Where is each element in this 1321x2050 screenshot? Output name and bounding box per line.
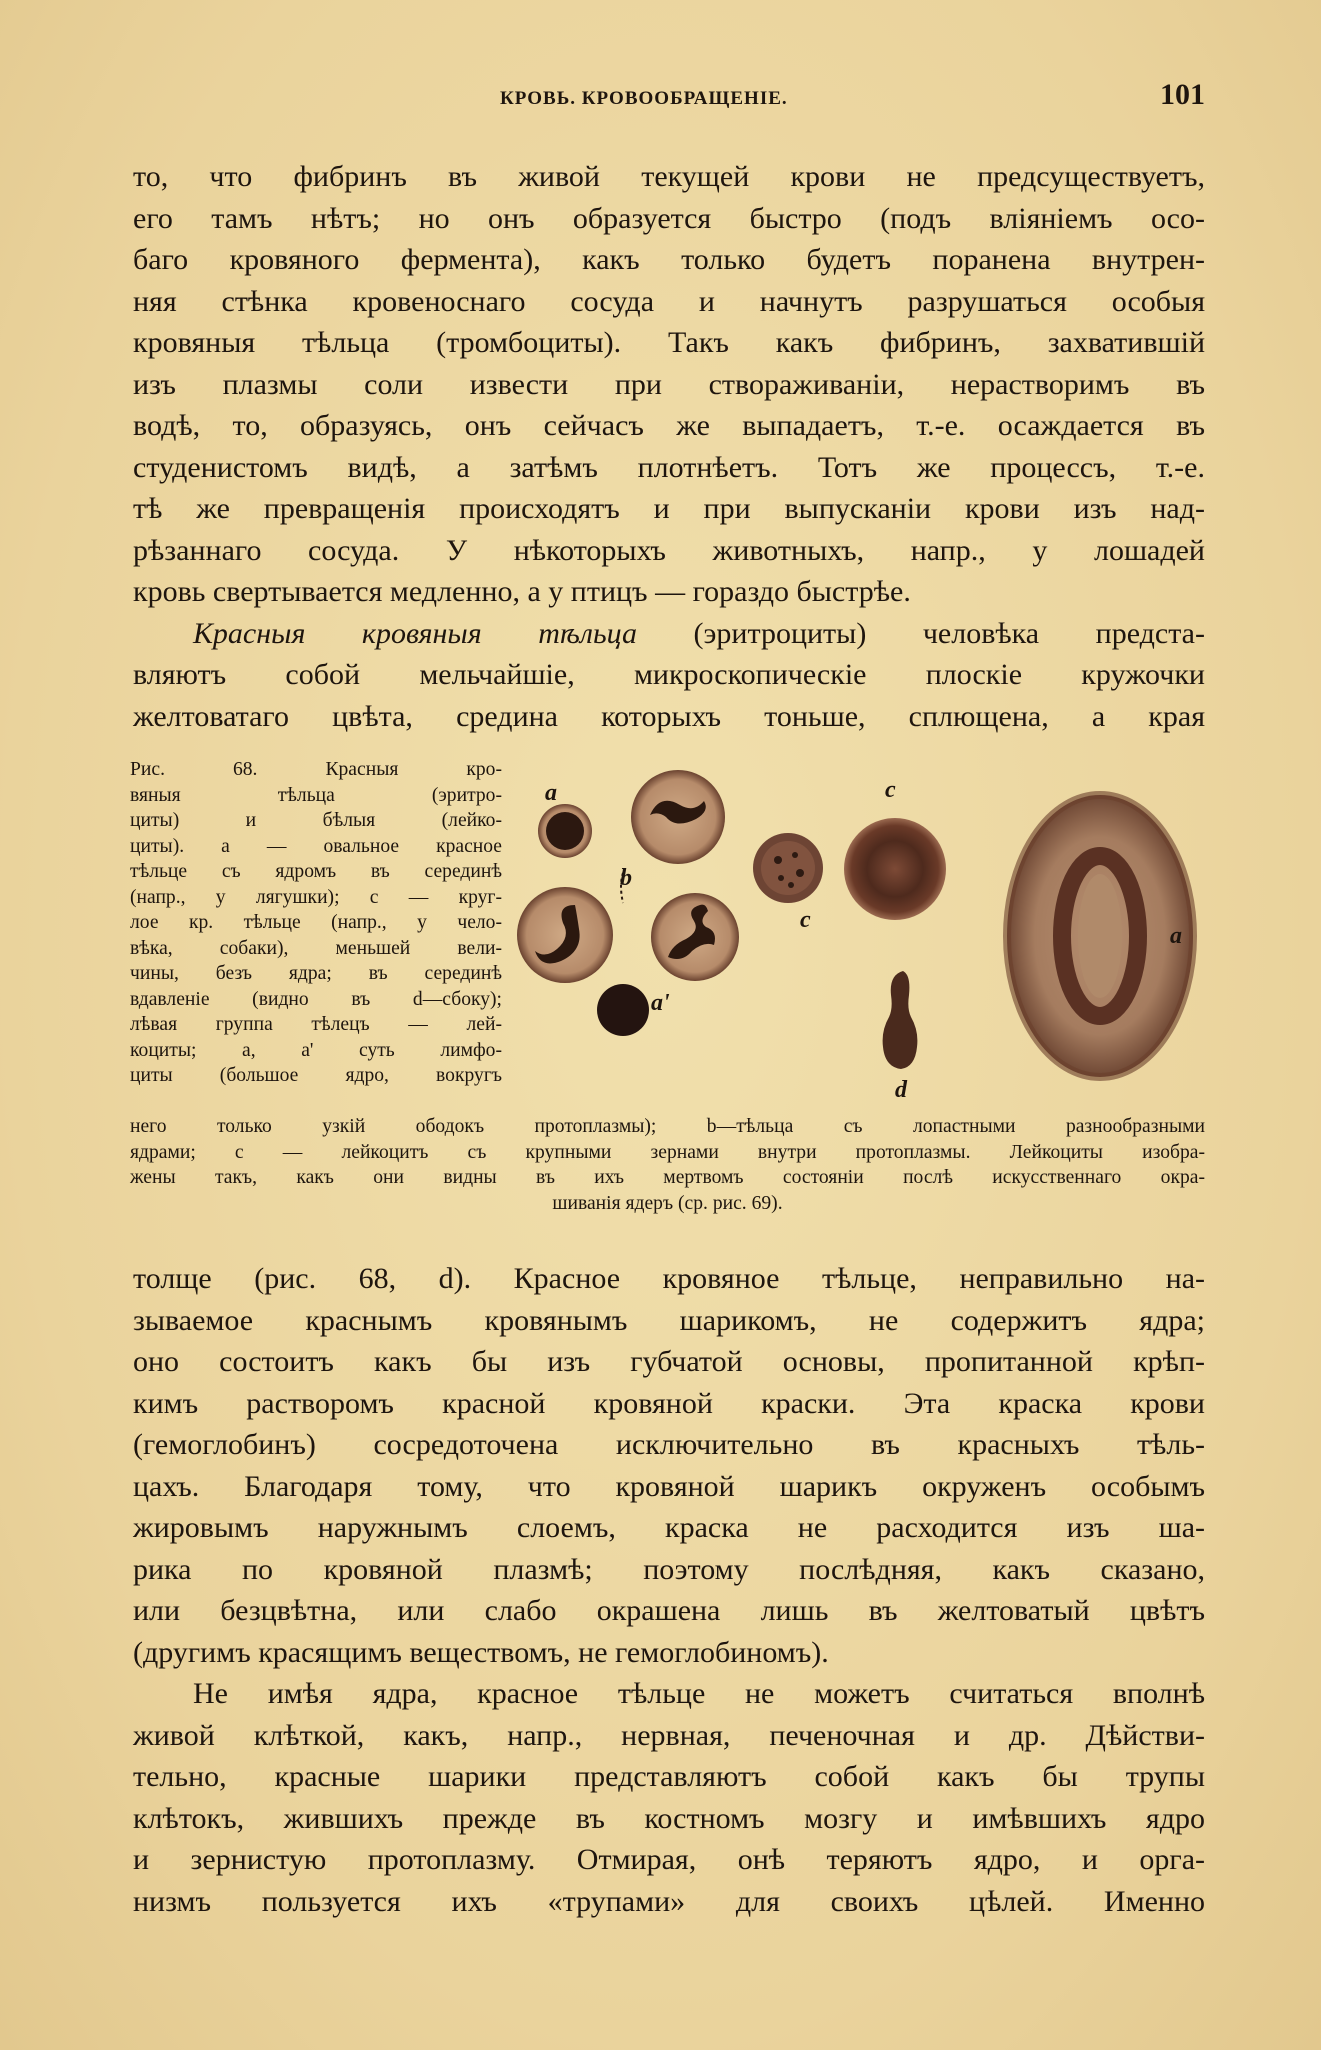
text-line: цахъ. Благодаря тому, что кровяной шарикъ окруженъ особымъ <box>133 1469 1205 1503</box>
text-line: низмъ пользуется ихъ «трупами» для своихъ цѣлей. Именно <box>133 1884 1205 1918</box>
text-line: кровь свертывается медленно, а у птицъ — гораздо быстрѣе. <box>133 575 911 608</box>
text-line: рика по кровяной плазмѣ; поэтому послѣдняя, какъ сказано, <box>133 1552 1205 1586</box>
text-line: Не имѣя ядра, красное тѣльце не можетъ считаться вполнѣ <box>193 1677 1205 1710</box>
caption-line: него только узкій ободокъ протоплазмы); b—тѣльца съ лопастными разнообразными <box>130 1116 1205 1137</box>
text-line: кимъ растворомъ красной кровяной краски. Эта краска крови <box>133 1386 1205 1420</box>
running-title: КРОВЬ. КРОВООБРАЩЕНІЕ. <box>500 88 788 109</box>
figure-label-b: b <box>620 865 632 891</box>
text-line: желтоватаго цвѣта, средина которыхъ тоньше, сплющена, а края <box>133 699 1205 733</box>
text-line: и зернистую протоплазму. Отмирая, онѣ теряютъ ядро, и орга- <box>133 1843 1205 1876</box>
caption-line: жены такъ, какъ они видны въ ихъ мертвомъ состояніи послѣ искусственнаго окра- <box>130 1167 1205 1188</box>
text-line: живой клѣткой, какъ, напр., нервная, печеночная и др. Дѣйстви- <box>133 1718 1205 1752</box>
text-line: зываемое краснымъ кровянымъ шарикомъ, не содержитъ ядра; <box>133 1303 1205 1337</box>
text-line: жировымъ наружнымъ слоемъ, краска не расходится изъ ша- <box>133 1511 1205 1544</box>
lymphocyte-a-prime <box>597 984 649 1036</box>
red-cell-side-view-d <box>883 971 918 1069</box>
text-line: няя стѣнка кровеноснаго сосуда и начнутъ разрушаться особыя <box>133 284 1205 318</box>
granular-leukocyte-c <box>753 833 823 903</box>
caption-line: вяныя тѣльца (эритро- <box>130 784 502 806</box>
caption-line: (напр., у лягушки); с — круг- <box>130 886 502 908</box>
text-line: изъ плазмы соли извести при створаживаніи, нерастворимъ въ <box>133 367 1205 401</box>
italic-term: Красныя кровяныя тѣльца <box>193 616 637 650</box>
text-line: водѣ, то, образуясь, онъ сейчасъ же выпадаетъ, т.-е. осаждается въ <box>133 409 1205 442</box>
text-line: клѣтокъ, жившихъ прежде въ костномъ мозгу и имѣвшихъ ядро <box>133 1801 1205 1835</box>
page-number: 101 <box>1160 78 1205 111</box>
caption-line: ядрами; с — лейкоцитъ съ крупными зернами внутри протоплазмы. Лейкоциты изобра- <box>130 1141 1205 1163</box>
page-header <box>130 78 1205 118</box>
text-line: рѣзаннаго сосуда. У нѣкоторыхъ животныхъ, напр., у лошадей <box>133 533 1205 567</box>
figure-label-a: a <box>545 780 557 806</box>
text-line: баго кровяного фермента), какъ только будетъ поранена внутрен- <box>133 243 1205 276</box>
text-line: студенистомъ видѣ, а затѣмъ плотнѣетъ. Тотъ же процессъ, т.-е. <box>133 450 1205 484</box>
text-fragment: (эритроциты) человѣка предста- <box>637 616 1205 650</box>
caption-line: циты (большое ядро, вокругъ <box>130 1065 502 1086</box>
text-line: толще (рис. 68, d). Красное кровяное тѣльце, неправильно на- <box>133 1262 1205 1295</box>
paragraph2-first-line <box>133 613 1205 655</box>
caption-line: коциты; а, а' суть лимфо- <box>130 1039 502 1061</box>
figure-label-c-small: c <box>800 907 811 933</box>
caption-line: вѣка, собаки), меньшей вели- <box>130 937 502 959</box>
figure-caption-bottom <box>130 1114 1205 1216</box>
figure-label-a-right: a <box>1170 923 1182 949</box>
figure-label-c: c <box>885 777 896 803</box>
text-line: его тамъ нѣтъ; но онъ образуется быстро (подъ вліяніемъ осо- <box>133 201 1205 235</box>
figure-blood-cells <box>515 755 1210 1115</box>
caption-line: циты) и бѣлыя (лейко- <box>130 810 502 831</box>
round-red-cell-c <box>844 818 946 920</box>
caption-line: лѣвая группа тѣлецъ — лей- <box>130 1014 502 1035</box>
figure-label-d: d <box>895 1077 907 1103</box>
caption-line: шиванія ядеръ (ср. рис. 69). <box>552 1192 783 1214</box>
leukocyte-b-right <box>651 893 739 981</box>
caption-line: циты). а — овальное красное <box>130 835 502 857</box>
leukocyte-b-left <box>517 887 613 983</box>
text-line: или безцвѣтна, или слабо окрашена лишь въ желтоватый цвѣтъ <box>133 1594 1205 1627</box>
text-line: (другимъ красящимъ веществомъ, не гемоглобиномъ). <box>133 1635 829 1669</box>
text-line: оно состоитъ какъ бы изъ губчатой основы, пропитанной крѣп- <box>133 1345 1205 1378</box>
text-line: тельно, красные шарики представляютъ собой какъ бы трупы <box>133 1760 1205 1793</box>
caption-line: лое кр. тѣльце (напр., у чело- <box>130 912 502 933</box>
blood-cells-illustration <box>515 755 1210 1115</box>
caption-line: чины, безъ ядра; въ серединѣ <box>130 963 502 984</box>
text-line: кровяныя тѣльца (тромбоциты). Такъ какъ фибринъ, захватившій <box>133 326 1205 359</box>
text-block-top <box>133 156 1205 737</box>
text-line: тѣ же превращенія происходятъ и при выпусканіи крови изъ над- <box>133 492 1205 525</box>
caption-line: Рис. 68. Красныя кро- <box>130 759 502 780</box>
figure-caption-side <box>130 757 502 1089</box>
text-line: то, что фибринъ въ живой текущей крови не предсуществуетъ, <box>133 160 1205 193</box>
leukocyte-b-top <box>631 770 725 864</box>
figure-label-a-prime: a' <box>651 990 670 1016</box>
caption-line: вдавленіе (видно въ d—сбоку); <box>130 988 502 1010</box>
text-block-bottom <box>133 1258 1205 1922</box>
caption-line: тѣльце съ ядромъ въ серединѣ <box>130 861 502 882</box>
oval-red-cell-a <box>1007 795 1193 1077</box>
lymphocyte-a <box>538 804 592 858</box>
text-line: вляютъ собой мельчайшіе, микроскопическіе плоскіе кружочки <box>133 658 1205 691</box>
text-line: (гемоглобинъ) сосредоточена исключительно въ красныхъ тѣль- <box>133 1428 1205 1461</box>
